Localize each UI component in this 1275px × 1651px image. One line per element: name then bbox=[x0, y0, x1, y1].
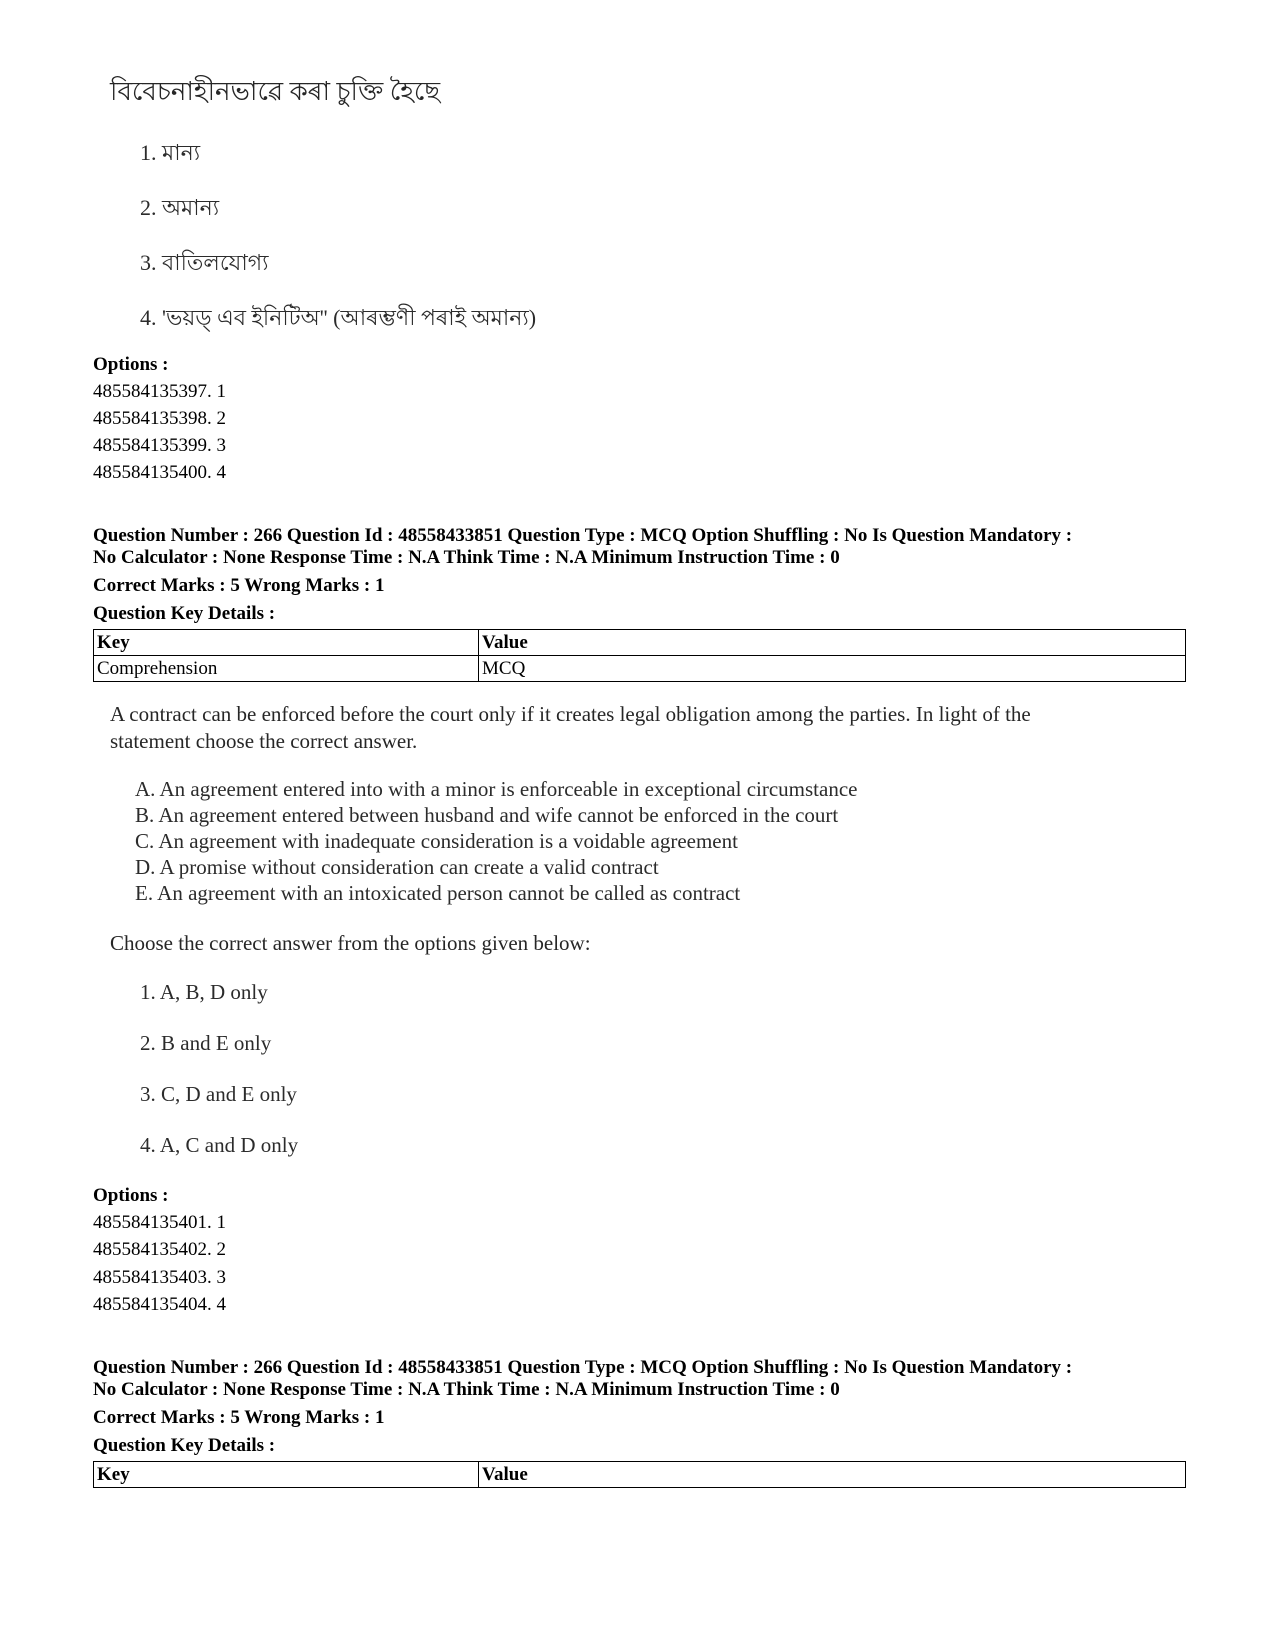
key-details-label: Question Key Details : bbox=[93, 1435, 276, 1456]
table-header-key: Key bbox=[94, 630, 479, 656]
choice-3: 3. বাতিলযোগ্য bbox=[140, 250, 269, 275]
statement-e: E. An agreement with an intoxicated person cannot be called as contract bbox=[135, 881, 741, 905]
statement-d: D. A promise without consideration can create a valid contract bbox=[135, 855, 659, 879]
options-label: Options : bbox=[93, 1185, 169, 1206]
question-text-line-1: A contract can be enforced before the court only if it creates legal obligation among the parties. In light of the bbox=[110, 702, 1031, 726]
key-details-table bbox=[93, 1461, 1186, 1488]
choice-2: 2. B and E only bbox=[140, 1031, 272, 1055]
choice-1: 1. A, B, D only bbox=[140, 980, 268, 1004]
option-id-4: 485584135400. 4 bbox=[93, 462, 226, 483]
option-id-2: 485584135398. 2 bbox=[93, 408, 226, 429]
choice-3: 3. C, D and E only bbox=[140, 1082, 297, 1106]
question-text: বিবেচনাহীনভাৱে কৰা চুক্তি হৈছে bbox=[110, 77, 441, 106]
key-details-label: Question Key Details : bbox=[93, 603, 276, 624]
table-row bbox=[94, 656, 1186, 682]
option-id-2: 485584135402. 2 bbox=[93, 1239, 226, 1260]
question-header-line-1: Question Number : 266 Question Id : 48558433851 Question Type : MCQ Option Shuffling : No Is Question Mandatory : bbox=[93, 525, 1073, 546]
option-id-3: 485584135399. 3 bbox=[93, 435, 226, 456]
table-header-row bbox=[94, 630, 1186, 656]
option-id-3: 485584135403. 3 bbox=[93, 1267, 226, 1288]
marks-line: Correct Marks : 5 Wrong Marks : 1 bbox=[93, 1407, 385, 1428]
table-header-value: Value bbox=[479, 630, 1186, 656]
option-id-1: 485584135401. 1 bbox=[93, 1212, 226, 1233]
table-cell-value: MCQ bbox=[479, 656, 1186, 682]
table-cell-key: Comprehension bbox=[94, 656, 479, 682]
options-label: Options : bbox=[93, 354, 169, 375]
key-details-table bbox=[93, 629, 1186, 682]
choose-prompt: Choose the correct answer from the options given below: bbox=[110, 931, 591, 955]
question-header-line-1: Question Number : 266 Question Id : 48558433851 Question Type : MCQ Option Shuffling : No Is Question Mandatory : bbox=[93, 1357, 1073, 1378]
table-header-value: Value bbox=[479, 1462, 1186, 1488]
choice-4: 4. 'ভয়ড্ এব ইনিটিঅ'' (আৰম্ভণী পৰাই অমান্য) bbox=[140, 305, 537, 330]
choice-2: 2. অমান্য bbox=[140, 195, 220, 220]
question-text-line-2: statement choose the correct answer. bbox=[110, 729, 418, 753]
table-header-key: Key bbox=[94, 1462, 479, 1488]
question-header-line-2: No Calculator : None Response Time : N.A Think Time : N.A Minimum Instruction Time : 0 bbox=[93, 547, 840, 568]
statement-b: B. An agreement entered between husband and wife cannot be enforced in the court bbox=[135, 803, 839, 827]
question-header-line-2: No Calculator : None Response Time : N.A Think Time : N.A Minimum Instruction Time : 0 bbox=[93, 1379, 840, 1400]
statement-a: A. An agreement entered into with a minor is enforceable in exceptional circumstance bbox=[135, 777, 858, 801]
statement-c: C. An agreement with inadequate consideration is a voidable agreement bbox=[135, 829, 738, 853]
option-id-4: 485584135404. 4 bbox=[93, 1294, 226, 1315]
choice-1: 1. মান্য bbox=[140, 140, 201, 165]
marks-line: Correct Marks : 5 Wrong Marks : 1 bbox=[93, 575, 385, 596]
table-header-row bbox=[94, 1462, 1186, 1488]
option-id-1: 485584135397. 1 bbox=[93, 381, 226, 402]
choice-4: 4. A, C and D only bbox=[140, 1133, 299, 1157]
